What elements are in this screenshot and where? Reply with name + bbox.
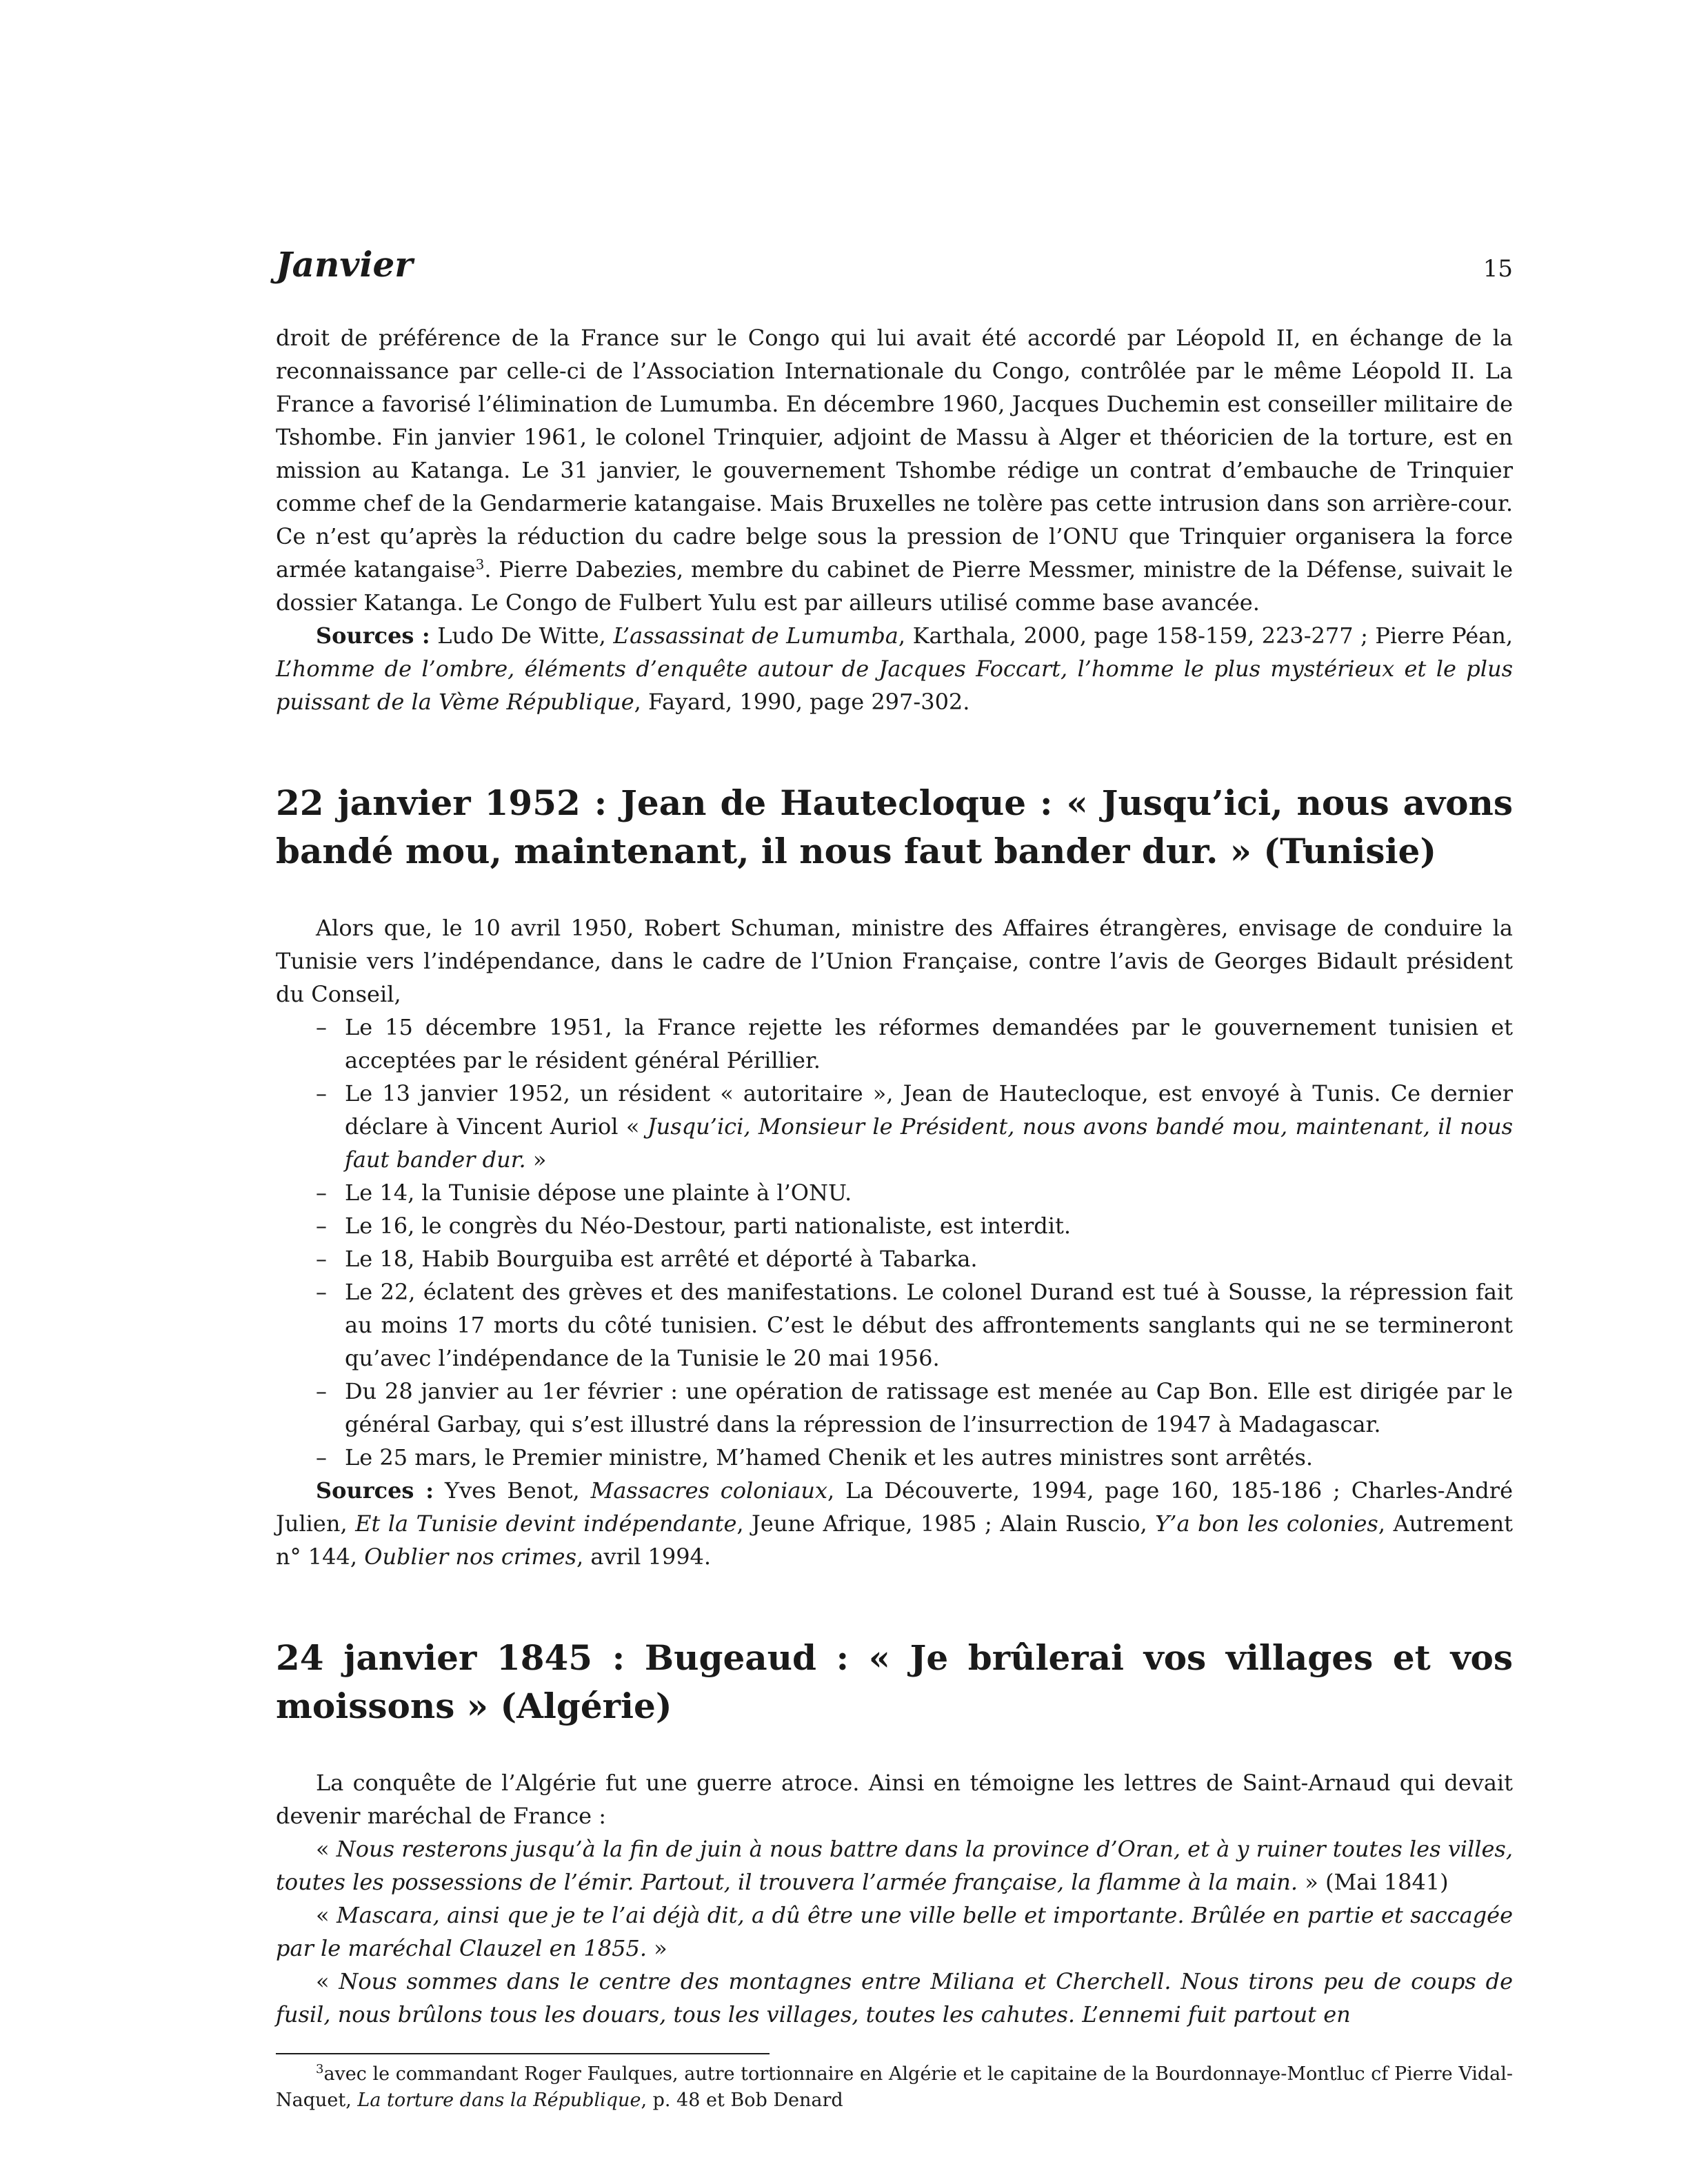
quote-text: Jusqu’ici, Monsieur le Président, nous avons bandé mou, maintenant, il nous faut bander dur. — [345, 1113, 1513, 1173]
intro-paragraph — [276, 321, 1513, 619]
footnote — [276, 2061, 1513, 2114]
running-header — [276, 244, 1513, 296]
list-item-text: Du 28 janvier au 1er février : une opération de ratissage est menée au Cap Bon. Elle est dirigée par le général Garbay, qui s’est illustré dans la répression de l’insurrection de 1947 à Madagascar. — [345, 1378, 1513, 1437]
sources-text: , avril 1994. — [576, 1544, 712, 1570]
section-heading-1845: 24 janvier 1845 : Bugeaud : « Je brûlerai vos villages et vos moissons » (Algérie) — [276, 1637, 1513, 1726]
list-item — [276, 1176, 1513, 1209]
sources-text: , Jeune Afrique, 1985 ; Alain Ruscio, — [736, 1510, 1156, 1537]
list-item-text: » — [525, 1146, 547, 1173]
intro-sources — [276, 619, 1513, 718]
sources-title: L’assassinat de Lumumba — [613, 623, 898, 649]
list-item-text: Le 14, la Tunisie dépose une plainte à l’ONU. — [345, 1180, 852, 1206]
footnote-title: La torture dans la République — [357, 2090, 641, 2111]
dash-bullet: – — [316, 1213, 327, 1239]
quote-mark: « — [316, 1968, 339, 1994]
running-title: Janvier — [276, 244, 413, 285]
footnote-text: , p. 48 et Bob Denard — [641, 2090, 843, 2111]
intro-text-1: droit de préférence de la France sur le Congo qui lui avait été accordé par Léopold II, en échange de la reconnaissance par celle-ci de l’Association Internationale du Congo, contrôlée par le même Léopold II. La France a favorisé l’élimination de Lumumba. En décembre 1960, Jacques Duchemin est conseiller militaire de Tshombe. Fin janvier 1961, le colonel Trinquier, adjoint de Massu à Alger et théoricien de la torture, est en mission au Katanga. Le 31 janvier, le gouvernement Tshombe rédige un contrat d’embauche de Trinquier comme chef de la Gendarmerie katangaise. Mais Bruxelles ne tolère pas cette intrusion dans son arrière-cour. Ce n’est qu’après la réduction du cadre belge sous la pression de l’ONU que Trinquier organisera la force armée katangaise — [276, 325, 1513, 583]
intro-text-2: . Pierre Dabezies, membre du cabinet de Pierre Messmer, ministre de la Défense, suivait le dossier Katanga. Le Congo de Fulbert Yulu est par ailleurs utilisé comme base avancée. — [276, 556, 1514, 616]
sources-text: , La Découverte, 1994, page 160, 185-186 ; Charles-André Julien, — [276, 1477, 1513, 1537]
section2-intro: La conquête de l’Algérie fut une guerre atroce. Ainsi en témoigne les lettres de Saint-Arnaud qui devait devenir maréchal de France : — [276, 1770, 1513, 1829]
dash-bullet: – — [316, 1378, 327, 1404]
quote-close: » — [646, 1935, 667, 1961]
events-list — [276, 1011, 1513, 1474]
quote-text: Nous sommes dans le centre des montagnes entre Miliana et Cherchell. Nous tirons peu de coups de fusil, nous brûlons tous les douars, tous les villages, toutes les cahutes. L’ennemi fuit partout en — [276, 1968, 1514, 2028]
list-item — [276, 1375, 1513, 1441]
quote-paragraph — [276, 1965, 1513, 2031]
sources-text: , Karthala, 2000, page 158-159, 223-277 ; Pierre Péan, — [898, 623, 1514, 649]
dash-bullet: – — [316, 1444, 327, 1470]
dash-bullet: – — [316, 1180, 327, 1206]
page-content — [276, 244, 1514, 2031]
list-item-text: Le 16, le congrès du Néo-Destour, parti nationaliste, est interdit. — [345, 1213, 1071, 1239]
list-item — [276, 1441, 1513, 1474]
dash-bullet: – — [316, 1080, 327, 1106]
section1-sources — [276, 1474, 1513, 1573]
quote-paragraph — [276, 1899, 1513, 1965]
sources-label: Sources : — [316, 623, 430, 649]
footnote-reference[interactable]: 3 — [475, 556, 485, 573]
footnote-divider — [276, 2053, 770, 2054]
quote-paragraph — [276, 1832, 1513, 1899]
list-item-text: Le 25 mars, le Premier ministre, M’hamed Chenik et les autres ministres sont arrêtés. — [345, 1444, 1314, 1470]
list-item — [276, 1275, 1513, 1375]
section1-intro: Alors que, le 10 avril 1950, Robert Schuman, ministre des Affaires étrangères, envisage de conduire la Tunisie vers l’indépendance, dans le cadre de l’Union Française, contre l’avis de Georges Bidault président du Conseil, — [276, 915, 1513, 1007]
sources-title: Et la Tunisie devint indépendante — [355, 1510, 737, 1537]
list-item-text: Le 15 décembre 1951, la France rejette les réformes demandées par le gouvernement tunisien et acceptées par le résident général Périllier. — [345, 1014, 1513, 1073]
quote-close: » (Mai 1841) — [1298, 1869, 1449, 1895]
page-number: 15 — [1483, 255, 1513, 283]
footnote-text: avec le commandant Roger Faulques, autre tortionnaire en Algérie et le capitaine de la Bourdonnaye-Montluc cf Pierre Vidal-Naquet, — [276, 2063, 1513, 2111]
dash-bullet: – — [316, 1279, 327, 1305]
footnote-mark: 3 — [316, 2062, 324, 2076]
quote-mark: « — [316, 1902, 336, 1928]
sources-text: , Autrement n° 144, — [276, 1510, 1514, 1570]
list-item — [276, 1077, 1513, 1176]
sources-label: Sources : — [316, 1477, 434, 1504]
dash-bullet: – — [316, 1014, 327, 1040]
dash-bullet: – — [316, 1246, 327, 1272]
list-item-text: Le 13 janvier 1952, un résident « autoritaire », Jean de Hautecloque, est envoyé à Tunis. Ce dernier déclare à Vincent Auriol « — [345, 1080, 1513, 1140]
list-item — [276, 1242, 1513, 1275]
sources-title: Y’a bon les colonies — [1155, 1510, 1378, 1537]
quote-mark: « — [316, 1836, 336, 1862]
sources-title: Massacres coloniaux — [590, 1477, 828, 1504]
quote-text: Nous resterons jusqu’à la fin de juin à nous battre dans la province d’Oran, et à y ruiner toutes les villes, toutes les possessions de l’émir. Partout, il trouvera l’armée française, la flamme à la main. — [276, 1836, 1514, 1895]
sources-text: , Fayard, 1990, page 297-302. — [634, 689, 970, 715]
list-item — [276, 1209, 1513, 1242]
sources-title: Oublier nos crimes — [364, 1544, 577, 1570]
list-item — [276, 1011, 1513, 1077]
sources-text: Yves Benot, — [434, 1477, 591, 1504]
list-item-text: Le 22, éclatent des grèves et des manifestations. Le colonel Durand est tué à Sousse, la répression fait au moins 17 morts du côté tunisien. C’est le début des affrontements sanglants qui ne se termineront qu’avec l’indépendance de la Tunisie le 20 mai 1956. — [345, 1279, 1513, 1371]
list-item-text: Le 18, Habib Bourguiba est arrêté et déporté à Tabarka. — [345, 1246, 978, 1272]
sources-text: Ludo De Witte, — [430, 623, 614, 649]
sources-title: L’homme de l’ombre, éléments d’enquête autour de Jacques Foccart, l’homme le plus mystérieux et le plus puissant de la Vème République — [276, 656, 1513, 715]
section-heading-1952: 22 janvier 1952 : Jean de Hautecloque : « Jusqu’ici, nous avons bandé mou, maintenant, il nous faut bander dur. » (Tunisie) — [276, 782, 1513, 871]
quote-text: Mascara, ainsi que je te l’ai déjà dit, a dû être une ville belle et importante. Brûlée en partie et saccagée par le maréchal Clauzel en 1855. — [276, 1902, 1514, 1961]
